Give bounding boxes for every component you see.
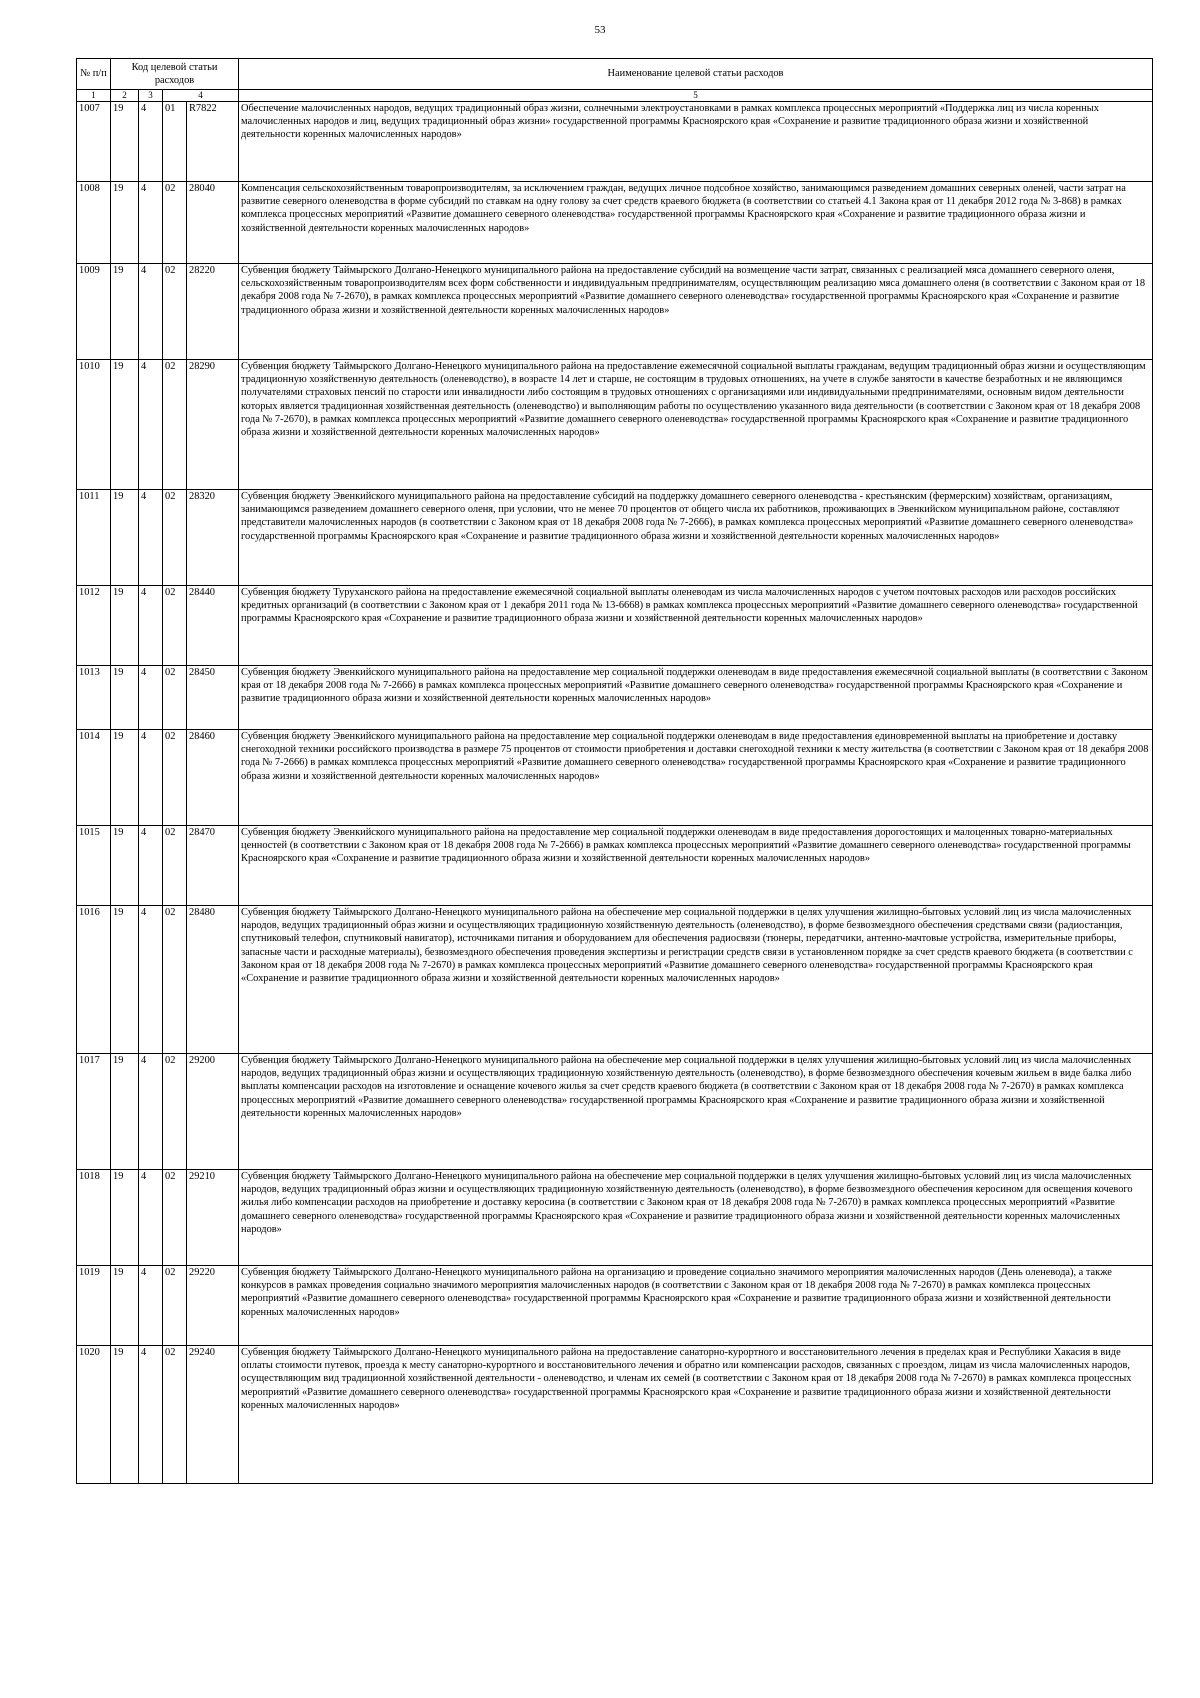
row-description: Субвенция бюджету Туруханского района на предоставление ежемесячной социальной выплаты оленеводам из числа малочисленных народов с учетом почтовых расходов или расходов российских кредитных организаций (в соответствии с Законом края от 1 декабря 2011 года № 13-6668) в рамках комплекса процессных мероприятий «Развитие домашнего северного оленеводства» государственной программы Красноярского края «Сохранение и развитие традиционного образа жизни и хозяйственной деятельности коренных малочисленных народов» [239, 586, 1153, 666]
code-part-3: 02 [163, 264, 187, 360]
code-part-4: 28440 [187, 586, 239, 666]
row-number: 1020 [77, 1346, 111, 1484]
table-row [77, 1266, 1153, 1346]
code-part-2: 4 [139, 826, 163, 906]
header-num: № п/п [77, 59, 111, 90]
header-code: Код целевой статьи расходов [111, 59, 239, 90]
code-part-1: 19 [111, 730, 139, 826]
row-description: Субвенция бюджету Таймырского Долгано-Ненецкого муниципального района на обеспечение мер социальной поддержки в целях улучшения жилищно-бытовых условий лиц из числа малочисленных народов, ведущих традиционный образ жизни и осуществляющих традиционную хозяйственную деятельность (оленеводство), в форме безвозмездного обеспечения средствами связи (радиостанция, спутниковый телефон, спутниковый навигатор), источниками питания и оборудованием для обеспечения радиосвязи (тюнеры, передатчики, антенно-мачтовые устройства, измерительные приборы, запасные части и расходные материалы), безвозмездного обеспечения проведения экспертизы и регистрации средств связи в установленном порядке за счет средств краевого бюджета (в соответствии с Законом края от 18 декабря 2008 года № 7-2670) в рамках комплекса процессных мероприятий «Развитие домашнего северного оленеводства» государственной программы Красноярского края «Сохранение и развитие традиционного образа жизни и хозяйственной деятельности коренных малочисленных народов» [239, 906, 1153, 1054]
row-number: 1016 [77, 906, 111, 1054]
code-part-4: 28450 [187, 666, 239, 730]
code-part-1: 19 [111, 1346, 139, 1484]
row-number: 1013 [77, 666, 111, 730]
code-part-3: 02 [163, 1266, 187, 1346]
table-row [77, 264, 1153, 360]
row-number: 1017 [77, 1054, 111, 1170]
code-part-3: 02 [163, 1170, 187, 1266]
column-number: 4 [163, 90, 239, 102]
row-number: 1011 [77, 490, 111, 586]
code-part-1: 19 [111, 826, 139, 906]
table-row [77, 906, 1153, 1054]
row-description: Субвенция бюджету Таймырского Долгано-Ненецкого муниципального района на обеспечение мер социальной поддержки в целях улучшения жилищно-бытовых условий лиц из числа малочисленных народов, ведущих традиционный образ жизни и осуществляющих традиционную хозяйственную деятельность (оленеводство), в форме безвозмездного обеспечения кочевым жильем в виде балка либо выплаты компенсации расходов на изготовление и оснащение кочевого жилья за счет средств краевого бюджета (в соответствии с Законом края от 18 декабря 2008 года № 7-2670) в рамках комплекса процессных мероприятий «Развитие домашнего северного оленеводства» государственной программы Красноярского края «Сохранение и развитие традиционного образа жизни и хозяйственной деятельности коренных малочисленных народов» [239, 1054, 1153, 1170]
code-part-1: 19 [111, 586, 139, 666]
table-row [77, 182, 1153, 264]
table-body [77, 102, 1153, 1484]
code-part-4: 28460 [187, 730, 239, 826]
budget-table [76, 58, 1153, 1484]
row-description: Субвенция бюджету Эвенкийского муниципального района на предоставление мер социальной поддержки оленеводам в виде предоставления дорогостоящих и малоценных товарно-материальных ценностей (в соответствии с Законом края от 18 декабря 2008 года № 7-2666) в рамках комплекса процессных мероприятий «Развитие домашнего северного оленеводства» государственной программы Красноярского края «Сохранение и развитие традиционного образа жизни и хозяйственной деятельности коренных малочисленных народов» [239, 826, 1153, 906]
table-row [77, 360, 1153, 490]
row-number: 1009 [77, 264, 111, 360]
table-row [77, 586, 1153, 666]
code-part-3: 02 [163, 490, 187, 586]
code-part-1: 19 [111, 1170, 139, 1266]
row-description: Субвенция бюджету Таймырского Долгано-Ненецкого муниципального района на предоставление санаторно-курортного и восстановительного лечения в пределах края и Республики Хакасия в виде оплаты стоимости путевок, проезда к месту санаторно-курортного и восстановительного лечения и обратно или компенсации расходов, связанных с проездом, лицам из числа малочисленных народов, осуществляющим вид традиционной хозяйственной деятельности - оленеводство, и членам их семей (в соответствии с Законом края от 18 декабря 2008 года № 7-2670) в рамках комплекса процессных мероприятий «Развитие домашнего северного оленеводства» государственной программы Красноярского края «Сохранение и развитие традиционного образа жизни и хозяйственной деятельности коренных малочисленных народов» [239, 1346, 1153, 1484]
page-number: 53 [594, 24, 606, 36]
code-part-4: 28040 [187, 182, 239, 264]
row-number: 1018 [77, 1170, 111, 1266]
code-part-3: 02 [163, 1054, 187, 1170]
code-part-1: 19 [111, 1266, 139, 1346]
code-part-4: 29220 [187, 1266, 239, 1346]
row-number: 1008 [77, 182, 111, 264]
row-description: Субвенция бюджету Эвенкийского муниципального района на предоставление мер социальной поддержки оленеводам в виде предоставления единовременной выплаты на приобретение и доставку снегоходной техники российского производства в размере 75 процентов от стоимости приобретения и доставки снегоходной техники к месту жительства (в соответствии с Законом края от 18 декабря 2008 года № 7-2666) в рамках комплекса процессных мероприятий «Развитие домашнего северного оленеводства» государственной программы Красноярского края «Сохранение и развитие традиционного образа жизни и хозяйственной деятельности коренных малочисленных народов» [239, 730, 1153, 826]
code-part-3: 02 [163, 360, 187, 490]
code-part-2: 4 [139, 666, 163, 730]
code-part-4: 28290 [187, 360, 239, 490]
code-part-3: 02 [163, 826, 187, 906]
row-number: 1015 [77, 826, 111, 906]
row-description: Субвенция бюджету Таймырского Долгано-Ненецкого муниципального района на предоставление ежемесячной социальной выплаты гражданам, ведущим традиционный образ жизни и осуществляющим традиционную хозяйственную деятельность (оленеводство), в возрасте 14 лет и старше, не состоящим в трудовых отношениях, на учете в службе занятости в качестве безработных и не являющимся получателями страховых пенсий по старости или инвалидности либо состоящим в трудовых отношениях с организациями или индивидуальными предпринимателями, основным видом деятельности которых является традиционная хозяйственная деятельность (оленеводство) и выполняющим работы по осуществлению указанного вида деятельности (в соответствии с Законом края от 18 декабря 2008 года № 7-2670), в рамках комплекса процессных мероприятий «Развитие домашнего северного оленеводства» государственной программы Красноярского края «Сохранение и развитие традиционного образа жизни и хозяйственной деятельности коренных малочисленных народов» [239, 360, 1153, 490]
row-number: 1012 [77, 586, 111, 666]
row-description: Компенсация сельскохозяйственным товаропроизводителям, за исключением граждан, ведущих личное подсобное хозяйство, занимающимся разведением домашних северных оленей, части затрат на развитие северного оленеводства в форме субсидий по ставкам на одну голову за счет средств краевого бюджета (в соответствии со статьей 4.1 Закона края от 11 декабря 2012 года № 3-868) в рамках комплекса процессных мероприятий «Развитие домашнего северного оленеводства» государственной программы Красноярского края «Сохранение и развитие традиционного образа жизни и хозяйственной деятельности коренных малочисленных народов» [239, 182, 1153, 264]
table-header-row [77, 59, 1153, 90]
code-part-4: 28470 [187, 826, 239, 906]
code-part-2: 4 [139, 182, 163, 264]
code-part-3: 02 [163, 666, 187, 730]
table-row [77, 1054, 1153, 1170]
row-number: 1007 [77, 102, 111, 182]
code-part-2: 4 [139, 360, 163, 490]
row-number: 1010 [77, 360, 111, 490]
code-part-1: 19 [111, 264, 139, 360]
column-number: 5 [239, 90, 1153, 102]
code-part-3: 02 [163, 730, 187, 826]
code-part-1: 19 [111, 490, 139, 586]
code-part-1: 19 [111, 102, 139, 182]
code-part-3: 01 [163, 102, 187, 182]
code-part-2: 4 [139, 1170, 163, 1266]
code-part-2: 4 [139, 102, 163, 182]
row-description: Субвенция бюджету Таймырского Долгано-Ненецкого муниципального района на обеспечение мер социальной поддержки в целях улучшения жилищно-бытовых условий лиц из числа малочисленных народов, ведущих традиционный образ жизни и осуществляющих традиционную хозяйственную деятельность (оленеводство), в форме безвозмездного обеспечения керосином для освещения кочевого жилья либо компенсации расходов на приобретение и доставку керосина (в соответствии с Законом края от 18 декабря 2008 года № 7-2670) в рамках комплекса процессных мероприятий «Развитие домашнего северного оленеводства» государственной программы Красноярского края «Сохранение и развитие традиционного образа жизни и хозяйственной деятельности коренных малочисленных народов» [239, 1170, 1153, 1266]
code-part-1: 19 [111, 182, 139, 264]
header-name: Наименование целевой статьи расходов [239, 59, 1153, 90]
row-number: 1014 [77, 730, 111, 826]
code-part-2: 4 [139, 586, 163, 666]
table-row [77, 826, 1153, 906]
code-part-2: 4 [139, 1346, 163, 1484]
column-number: 2 [111, 90, 139, 102]
row-description: Субвенция бюджету Эвенкийского муниципального района на предоставление субсидий на поддержку домашнего северного оленеводства - крестьянским (фермерским) хозяйствам, организациям, занимающимся разведением домашнего северного оленя, при условии, что не менее 70 процентов от общего числа их работников, проживающих в Эвенкийском муниципальном районе, составляют представители малочисленных народов (в соответствии с Законом края от 18 декабря 2008 года № 7-2666), в рамках комплекса процессных мероприятий «Развитие домашнего северного оленеводства» государственной программы Красноярского края «Сохранение и развитие традиционного образа жизни и хозяйственной деятельности коренных малочисленных народов» [239, 490, 1153, 586]
code-part-1: 19 [111, 666, 139, 730]
row-description: Субвенция бюджету Таймырского Долгано-Ненецкого муниципального района на организацию и проведение социально значимого мероприятия малочисленных народов (День оленевода), а также конкурсов в рамках проведения социально значимого мероприятия малочисленных народов (в соответствии с Законом края от 18 декабря 2008 года № 7-2670) в рамках комплекса процессных мероприятий «Развитие домашнего северного оленеводства» государственной программы Красноярского края «Сохранение и развитие традиционного образа жизни и хозяйственной деятельности коренных малочисленных народов» [239, 1266, 1153, 1346]
code-part-4: 29210 [187, 1170, 239, 1266]
row-number: 1019 [77, 1266, 111, 1346]
table-row [77, 490, 1153, 586]
column-number: 3 [139, 90, 163, 102]
code-part-1: 19 [111, 360, 139, 490]
column-numbers-row [77, 90, 1153, 102]
code-part-4: 29240 [187, 1346, 239, 1484]
code-part-3: 02 [163, 182, 187, 264]
row-description: Субвенция бюджету Таймырского Долгано-Ненецкого муниципального района на предоставление субсидий на возмещение части затрат, связанных с реализацией мяса домашнего северного оленя, сельскохозяйственным товаропроизводителям всех форм собственности и индивидуальным предпринимателям, осуществляющим реализацию мяса домашнего оленя (в соответствии с Законом края от 18 декабря 2008 года № 7-2670), в рамках комплекса процессных мероприятий «Развитие домашнего северного оленеводства» государственной программы Красноярского края «Сохранение и развитие традиционного образа жизни и хозяйственной деятельности коренных малочисленных народов» [239, 264, 1153, 360]
row-description: Субвенция бюджету Эвенкийского муниципального района на предоставление мер социальной поддержки оленеводам в виде предоставления ежемесячной социальной выплаты (в соответствии с Законом края от 18 декабря 2008 года № 7-2666) в рамках комплекса процессных мероприятий «Развитие домашнего северного оленеводства» государственной программы Красноярского края «Сохранение и развитие традиционного образа жизни и хозяйственной деятельности коренных малочисленных народов» [239, 666, 1153, 730]
code-part-4: 29200 [187, 1054, 239, 1170]
code-part-1: 19 [111, 906, 139, 1054]
code-part-3: 02 [163, 1346, 187, 1484]
code-part-4: R7822 [187, 102, 239, 182]
code-part-2: 4 [139, 490, 163, 586]
table-row [77, 1170, 1153, 1266]
column-number: 1 [77, 90, 111, 102]
code-part-4: 28220 [187, 264, 239, 360]
row-description: Обеспечение малочисленных народов, ведущих традиционный образ жизни, солнечными электроустановками в рамках комплекса процессных мероприятий «Поддержка лиц из числа коренных малочисленных народов и лиц, ведущих традиционный образ жизни» государственной программы Красноярского края «Сохранение и развитие традиционного образа жизни и хозяйственной деятельности коренных малочисленных народов» [239, 102, 1153, 182]
table-row [77, 730, 1153, 826]
table-row [77, 666, 1153, 730]
code-part-4: 28320 [187, 490, 239, 586]
code-part-2: 4 [139, 1266, 163, 1346]
code-part-3: 02 [163, 906, 187, 1054]
code-part-2: 4 [139, 906, 163, 1054]
table-row [77, 1346, 1153, 1484]
code-part-1: 19 [111, 1054, 139, 1170]
code-part-4: 28480 [187, 906, 239, 1054]
table-row [77, 102, 1153, 182]
code-part-3: 02 [163, 586, 187, 666]
code-part-2: 4 [139, 730, 163, 826]
code-part-2: 4 [139, 264, 163, 360]
code-part-2: 4 [139, 1054, 163, 1170]
